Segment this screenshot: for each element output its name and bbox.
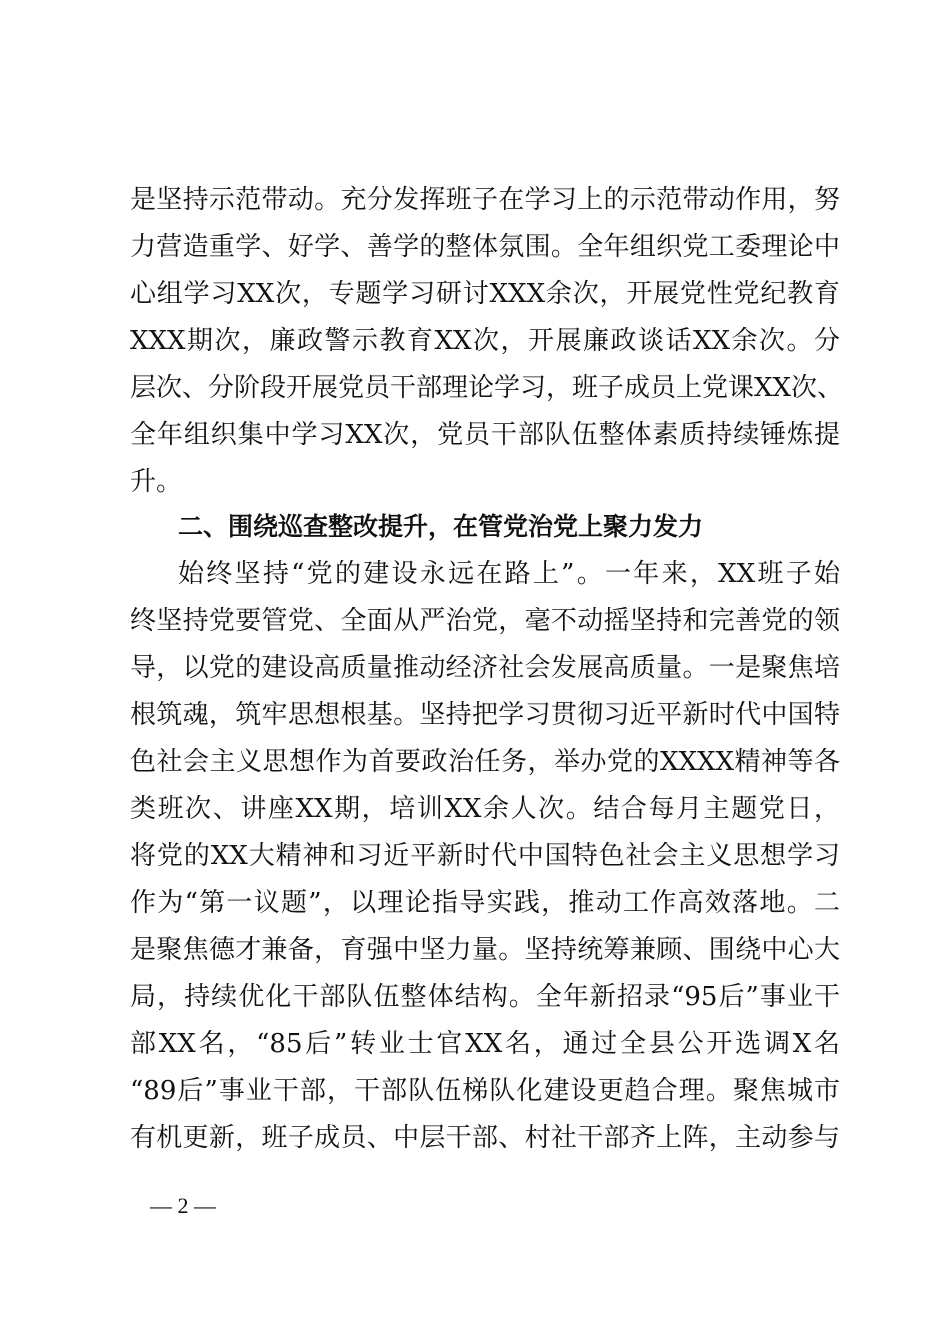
paragraph-2-line-1: 始终坚持“党的建设永远在路上”。一年来，XX班子始: [178, 559, 840, 589]
paragraph-2-line-6: 类班次、讲座XX期，培训XX余人次。结合每月主题党日，: [130, 794, 840, 824]
paragraph-1-line-4: XXX期次，廉政警示教育XX次，开展廉政谈话XX余次。分: [130, 326, 840, 356]
paragraph-2-line-2: 终坚持党要管党、全面从严治党，毫不动摇坚持和完善党的领: [130, 606, 840, 636]
paragraph-2-line-11: 部XX名，“85后”转业士官XX名，通过全县公开选调X名: [130, 1029, 840, 1059]
paragraph-2-line-13: 有机更新，班子成员、中层干部、村社干部齐上阵，主动参与: [130, 1123, 840, 1153]
section-heading: 二、围绕巡查整改提升，在管党治党上聚力发力: [178, 512, 704, 541]
paragraph-2-line-10: 局，持续优化干部队伍整体结构。全年新招录“95后”事业干: [130, 982, 840, 1012]
paragraph-2-line-8: 作为“第一议题”，以理论指导实践，推动工作高效落地。二: [130, 888, 840, 918]
paragraph-2-line-7: 将党的XX大精神和习近平新时代中国特色社会主义思想学习: [130, 841, 840, 871]
paragraph-2-line-3: 导，以党的建设高质量推动经济社会发展高质量。一是聚焦培: [130, 653, 840, 683]
paragraph-2-line-12: “89后”事业干部，干部队伍梯队化建设更趋合理。聚焦城市: [130, 1076, 840, 1106]
paragraph-2-line-5: 色社会主义思想作为首要政治任务，举办党的XXXX精神等各: [130, 747, 840, 777]
paragraph-1-line-5: 层次、分阶段开展党员干部理论学习，班子成员上党课XX次、: [130, 373, 844, 403]
paragraph-1-line-6: 全年组织集中学习XX次，党员干部队伍整体素质持续锤炼提: [130, 420, 840, 450]
paragraph-1-line-3: 心组学习XX次，专题学习研讨XXX余次，开展党性党纪教育: [130, 279, 840, 309]
paragraph-1-line-1: 是坚持示范带动。充分发挥班子在学习上的示范带动作用，努: [130, 185, 840, 215]
paragraph-1-line-7: 升。: [130, 467, 183, 497]
paragraph-2-line-9: 是聚焦德才兼备，育强中坚力量。坚持统筹兼顾、围绕中心大: [130, 935, 840, 965]
paragraph-1-line-2: 力营造重学、好学、善学的整体氛围。全年组织党工委理论中: [130, 232, 840, 262]
paragraph-2-line-4: 根筑魂，筑牢思想根基。坚持把学习贯彻习近平新时代中国特: [130, 700, 840, 730]
page-number: — 2 —: [150, 1193, 216, 1218]
